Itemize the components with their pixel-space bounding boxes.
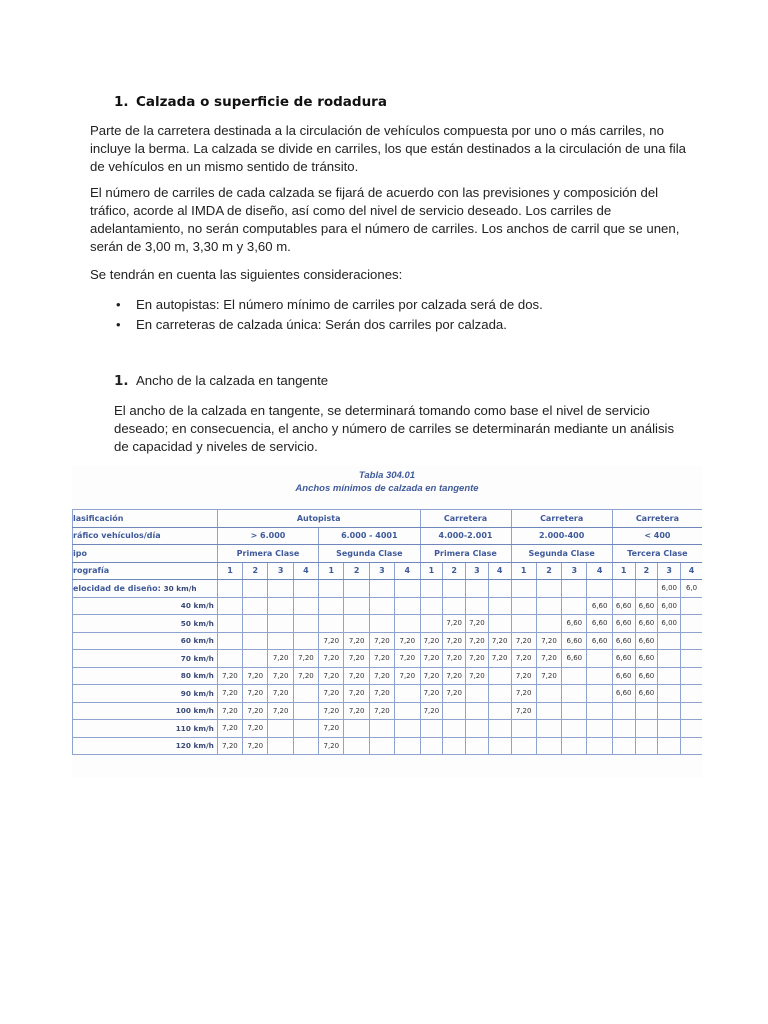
table-cell xyxy=(243,580,268,598)
table-row xyxy=(73,702,703,720)
table-cell xyxy=(612,702,635,720)
table-cell: 7,20 xyxy=(395,632,420,650)
orography-header: 3 xyxy=(562,562,587,580)
table-cell xyxy=(293,615,318,633)
table-cell xyxy=(635,720,658,738)
table-cell xyxy=(466,720,489,738)
table-row xyxy=(73,685,703,703)
speed-label xyxy=(73,632,218,650)
type-header: Primera Clase xyxy=(217,545,318,563)
table-cell xyxy=(658,667,681,685)
table-cell xyxy=(681,720,702,738)
table-cell xyxy=(488,702,511,720)
table-cell: 7,20 xyxy=(443,685,466,703)
table-cell: 7,20 xyxy=(243,737,268,755)
table-cell xyxy=(488,737,511,755)
widths-table xyxy=(72,509,702,755)
table-cell xyxy=(658,650,681,668)
table-cell: 7,20 xyxy=(420,702,443,720)
table-cell: 7,20 xyxy=(243,685,268,703)
type-header: Segunda Clase xyxy=(511,545,612,563)
table-cell: 7,20 xyxy=(369,632,394,650)
list-item-text: En carreteras de calzada única: Serán dos carriles por calzada. xyxy=(136,317,507,332)
table-cell xyxy=(488,597,511,615)
table-cell: 7,20 xyxy=(268,685,293,703)
table-cell: 7,20 xyxy=(293,667,318,685)
table-cell xyxy=(443,702,466,720)
table-cell xyxy=(681,597,702,615)
table-cell xyxy=(612,580,635,598)
table-cell xyxy=(562,667,587,685)
speed-label xyxy=(73,667,218,685)
table-cell xyxy=(587,685,612,703)
table-cell: 7,20 xyxy=(344,667,369,685)
table-cell xyxy=(488,720,511,738)
table-cell xyxy=(466,597,489,615)
table-cell xyxy=(536,580,561,598)
orography-header: 3 xyxy=(369,562,394,580)
table-row-classification xyxy=(73,510,703,528)
table-cell xyxy=(395,615,420,633)
table-row xyxy=(73,650,703,668)
table-cell: 7,20 xyxy=(511,685,536,703)
speed-value: 90 km/h xyxy=(180,688,214,698)
bullet-icon: • xyxy=(116,297,121,312)
table-cell xyxy=(217,597,242,615)
speed-value: 30 km/h xyxy=(163,583,197,593)
table-cell xyxy=(536,720,561,738)
bullet-icon: • xyxy=(116,317,121,332)
table-cell: 6,60 xyxy=(635,632,658,650)
table-cell: 6,60 xyxy=(612,650,635,668)
paragraph-width-tangent: El ancho de la calzada en tangente, se determinará tomando como base el nivel de servicio deseado; en consecuencia, el ancho y número de carriles se determinarán mediante un análisis de capacidad y niveles de servicio. xyxy=(114,403,675,454)
table-cell: 6,60 xyxy=(635,667,658,685)
table-cell: 7,20 xyxy=(319,720,344,738)
table-cell xyxy=(658,720,681,738)
table-cell: 7,20 xyxy=(466,615,489,633)
table-row xyxy=(73,597,703,615)
table-cell xyxy=(587,720,612,738)
table-cell xyxy=(395,685,420,703)
table-cell xyxy=(488,667,511,685)
table-cell: 7,20 xyxy=(319,667,344,685)
table-cell: 7,20 xyxy=(369,685,394,703)
table-cell xyxy=(217,580,242,598)
table-cell: 6,60 xyxy=(612,615,635,633)
table-cell xyxy=(466,737,489,755)
table-cell xyxy=(217,615,242,633)
table-cell xyxy=(488,615,511,633)
type-header: Segunda Clase xyxy=(319,545,420,563)
table-cell xyxy=(420,737,443,755)
table-cell xyxy=(466,702,489,720)
speed-value: 70 km/h xyxy=(180,653,214,663)
table-cell xyxy=(420,580,443,598)
table-cell xyxy=(681,632,702,650)
table-cell: 7,20 xyxy=(319,685,344,703)
type-header: Primera Clase xyxy=(420,545,511,563)
table-cell xyxy=(562,720,587,738)
table-cell xyxy=(635,737,658,755)
traffic-header: 6.000 - 4001 xyxy=(319,527,420,545)
paragraph-considerations: Se tendrán en cuenta las siguientes consideraciones: xyxy=(90,267,403,282)
table-cell: 7,20 xyxy=(536,632,561,650)
table-cell xyxy=(395,702,420,720)
table-cell xyxy=(681,615,702,633)
orography-header: 1 xyxy=(319,562,344,580)
subsection-title: Ancho de la calzada en tangente xyxy=(136,373,329,388)
considerations-list xyxy=(114,296,543,336)
table-cell: 7,20 xyxy=(217,685,242,703)
paragraph-definition: Parte de la carretera destinada a la circulación de vehículos compuesta por uno o más carriles, no incluye la berma. La calzada se divide en carriles, los que están destinados a la circulación de una fila de vehículos en un mismo sentido de tránsito. xyxy=(90,123,686,174)
table-cell: 7,20 xyxy=(319,632,344,650)
orography-header: 1 xyxy=(612,562,635,580)
table-cell: 6,60 xyxy=(635,597,658,615)
table-cell: 6,0 xyxy=(681,580,702,598)
table-cell: 7,20 xyxy=(319,737,344,755)
class-header: Carretera xyxy=(612,510,702,528)
table-cell: 7,20 xyxy=(466,667,489,685)
orography-header: 4 xyxy=(488,562,511,580)
table-cell xyxy=(511,720,536,738)
orography-header: 1 xyxy=(511,562,536,580)
table-cell xyxy=(268,597,293,615)
table-cell: 7,20 xyxy=(369,702,394,720)
table-cell xyxy=(443,737,466,755)
table-cell xyxy=(562,580,587,598)
table-cell: 7,20 xyxy=(268,650,293,668)
table-cell xyxy=(536,685,561,703)
list-item xyxy=(114,296,543,316)
table-cell xyxy=(319,615,344,633)
table-cell xyxy=(217,650,242,668)
table-cell: 6,60 xyxy=(612,597,635,615)
table-cell: 7,20 xyxy=(536,650,561,668)
class-header: Carretera xyxy=(511,510,612,528)
table-cell xyxy=(635,702,658,720)
speed-value: 100 km/h xyxy=(175,706,214,716)
table-cell xyxy=(658,702,681,720)
table-cell: 6,60 xyxy=(587,632,612,650)
table-cell xyxy=(243,615,268,633)
table-cell xyxy=(268,737,293,755)
speed-label xyxy=(73,685,218,703)
section-heading xyxy=(114,94,387,110)
table-cell xyxy=(562,597,587,615)
table-cell: 7,20 xyxy=(217,720,242,738)
orography-header: 4 xyxy=(587,562,612,580)
table-cell xyxy=(293,685,318,703)
speed-value: 110 km/h xyxy=(175,723,214,733)
table-cell: 6,60 xyxy=(587,615,612,633)
table-cell xyxy=(268,615,293,633)
table-cell xyxy=(612,737,635,755)
table-cell: 7,20 xyxy=(511,650,536,668)
traffic-header: < 400 xyxy=(612,527,702,545)
traffic-header: 2.000-400 xyxy=(511,527,612,545)
table-cell: 7,20 xyxy=(217,667,242,685)
table-cell: 7,20 xyxy=(319,650,344,668)
orography-header: 2 xyxy=(344,562,369,580)
table-cell xyxy=(268,580,293,598)
table-cell xyxy=(681,737,702,755)
table-cell: 7,20 xyxy=(466,632,489,650)
table-cell xyxy=(562,685,587,703)
table-cell xyxy=(658,737,681,755)
table-cell: 7,20 xyxy=(217,702,242,720)
table-image xyxy=(72,466,702,778)
table-cell: 6,60 xyxy=(635,650,658,668)
table-cell xyxy=(344,720,369,738)
table-cell xyxy=(243,597,268,615)
table-cell: 7,20 xyxy=(443,632,466,650)
table-cell: 7,20 xyxy=(443,615,466,633)
table-cell xyxy=(511,737,536,755)
table-cell xyxy=(536,615,561,633)
table-cell: 7,20 xyxy=(344,632,369,650)
table-cell xyxy=(587,667,612,685)
orography-header: 1 xyxy=(420,562,443,580)
table-cell xyxy=(562,737,587,755)
table-cell xyxy=(681,685,702,703)
speed-value: 40 km/h xyxy=(180,601,214,611)
orography-header: 2 xyxy=(635,562,658,580)
row-label-classification: lasificación xyxy=(73,510,218,528)
table-cell: 7,20 xyxy=(488,632,511,650)
table-cell xyxy=(587,580,612,598)
speed-value: 50 km/h xyxy=(180,618,214,628)
table-cell: 7,20 xyxy=(420,685,443,703)
table-cell xyxy=(293,580,318,598)
table-cell xyxy=(635,580,658,598)
table-cell: 6,60 xyxy=(612,667,635,685)
table-cell: 6,60 xyxy=(587,597,612,615)
table-cell xyxy=(511,615,536,633)
table-cell xyxy=(511,580,536,598)
speed-label xyxy=(73,702,218,720)
table-cell: 7,20 xyxy=(488,650,511,668)
table-cell: 7,20 xyxy=(420,667,443,685)
table-cell: 6,60 xyxy=(562,632,587,650)
table-cell xyxy=(369,580,394,598)
table-cell: 7,20 xyxy=(443,650,466,668)
table-cell xyxy=(369,720,394,738)
table-cell xyxy=(217,632,242,650)
table-cell xyxy=(587,650,612,668)
table-cell: 7,20 xyxy=(243,702,268,720)
table-row xyxy=(73,720,703,738)
table-cell xyxy=(443,597,466,615)
table-cell xyxy=(536,597,561,615)
orography-header: 3 xyxy=(268,562,293,580)
table-cell xyxy=(612,720,635,738)
table-cell xyxy=(443,720,466,738)
table-cell xyxy=(243,650,268,668)
table-cell: 7,20 xyxy=(511,667,536,685)
orography-header: 2 xyxy=(443,562,466,580)
table-cell xyxy=(344,580,369,598)
list-item xyxy=(114,316,543,336)
table-cell xyxy=(587,737,612,755)
speed-value: 60 km/h xyxy=(180,636,214,646)
table-cell: 7,20 xyxy=(293,650,318,668)
table-cell: 6,60 xyxy=(612,685,635,703)
table-cell xyxy=(395,737,420,755)
table-cell: 6,60 xyxy=(562,615,587,633)
orography-header: 1 xyxy=(217,562,242,580)
speed-label xyxy=(73,720,218,738)
orography-header: 3 xyxy=(466,562,489,580)
table-cell: 7,20 xyxy=(511,632,536,650)
table-cell: 7,20 xyxy=(466,650,489,668)
table-cell xyxy=(319,597,344,615)
table-row-type xyxy=(73,545,703,563)
speed-value: 80 km/h xyxy=(180,671,214,681)
table-cell xyxy=(293,597,318,615)
table-cell xyxy=(536,702,561,720)
table-cell xyxy=(293,737,318,755)
table-cell: 7,20 xyxy=(217,737,242,755)
orography-header: 3 xyxy=(658,562,681,580)
speed-label xyxy=(73,580,218,598)
table-cell xyxy=(268,632,293,650)
paragraph-lane-count: El número de carriles de cada calzada se fijará de acuerdo con las previsiones y composición del tráfico, acorde al IMDA de diseño, así como del nivel de servicio deseado. Los carriles de adelantamiento, no serán computables para el número de carriles. Los anchos de carril que se unen, serán de 3,00 m, 3,30 m y 3,60 m. xyxy=(90,185,680,254)
speed-label xyxy=(73,650,218,668)
table-cell: 7,20 xyxy=(511,702,536,720)
section-title: Calzada o superficie de rodadura xyxy=(136,94,387,110)
table-cell: 7,20 xyxy=(369,667,394,685)
type-header: Tercera Clase xyxy=(612,545,702,563)
table-cell xyxy=(344,597,369,615)
table-cell: 7,20 xyxy=(395,650,420,668)
table-cell: 7,20 xyxy=(420,650,443,668)
table-row xyxy=(73,667,703,685)
table-cell xyxy=(488,685,511,703)
table-cell: 7,20 xyxy=(268,702,293,720)
speed-label xyxy=(73,615,218,633)
class-header: Autopista xyxy=(217,510,420,528)
table-row-traffic xyxy=(73,527,703,545)
table-cell: 6,00 xyxy=(658,597,681,615)
table-row xyxy=(73,580,703,598)
table-cell xyxy=(395,597,420,615)
table-cell xyxy=(319,580,344,598)
table-cell: 6,00 xyxy=(658,580,681,598)
table-cell: 7,20 xyxy=(443,667,466,685)
row-label-traffic: ráfico vehículos/día xyxy=(73,527,218,545)
table-cell xyxy=(658,685,681,703)
orography-header: 2 xyxy=(243,562,268,580)
table-cell: 7,20 xyxy=(344,685,369,703)
table-cell xyxy=(293,702,318,720)
table-cell xyxy=(369,597,394,615)
traffic-header: > 6.000 xyxy=(217,527,318,545)
table-cell: 7,20 xyxy=(536,667,561,685)
table-cell: 7,20 xyxy=(369,650,394,668)
table-cell xyxy=(369,615,394,633)
speed-label xyxy=(73,737,218,755)
table-cell xyxy=(268,720,293,738)
table-cell xyxy=(681,650,702,668)
table-cell xyxy=(420,597,443,615)
table-caption-title: Anchos mínimos de calzada en tangente xyxy=(295,483,479,494)
table-cell: 6,60 xyxy=(635,615,658,633)
table-cell xyxy=(420,720,443,738)
table-cell: 6,00 xyxy=(658,615,681,633)
table-cell xyxy=(443,580,466,598)
table-cell: 6,60 xyxy=(562,650,587,668)
subsection-heading xyxy=(114,373,328,389)
table-cell xyxy=(395,580,420,598)
speed-label xyxy=(73,597,218,615)
table-cell xyxy=(293,720,318,738)
table-cell: 7,20 xyxy=(420,632,443,650)
table-cell xyxy=(536,737,561,755)
table-cell xyxy=(562,702,587,720)
table-cell xyxy=(466,580,489,598)
table-cell xyxy=(488,580,511,598)
speed-value: 120 km/h xyxy=(175,741,214,751)
traffic-header: 4.000-2.001 xyxy=(420,527,511,545)
orography-header: 2 xyxy=(536,562,561,580)
orography-header: 4 xyxy=(293,562,318,580)
table-cell xyxy=(681,667,702,685)
table-cell: 6,60 xyxy=(635,685,658,703)
orography-header: 4 xyxy=(681,562,702,580)
table-row-orography xyxy=(73,562,703,580)
table-cell xyxy=(344,615,369,633)
table-cell xyxy=(466,685,489,703)
table-cell: 7,20 xyxy=(243,667,268,685)
table-cell xyxy=(511,597,536,615)
table-cell xyxy=(658,632,681,650)
table-cell xyxy=(681,702,702,720)
table-row xyxy=(73,632,703,650)
row-label-orography: rografía xyxy=(73,562,218,580)
row-label-design-speed: elocidad de diseño: xyxy=(73,583,164,593)
class-header: Carretera xyxy=(420,510,511,528)
table-cell xyxy=(369,737,394,755)
table-row xyxy=(73,615,703,633)
table-cell xyxy=(243,632,268,650)
table-cell: 7,20 xyxy=(243,720,268,738)
table-cell: 7,20 xyxy=(268,667,293,685)
table-cell xyxy=(395,720,420,738)
table-cell: 7,20 xyxy=(344,702,369,720)
list-item-text: En autopistas: El número mínimo de carriles por calzada será de dos. xyxy=(136,297,543,312)
table-cell xyxy=(344,737,369,755)
table-cell xyxy=(420,615,443,633)
table-row xyxy=(73,737,703,755)
table-caption-number: Tabla 304.01 xyxy=(358,470,416,481)
table-cell xyxy=(587,702,612,720)
orography-header: 4 xyxy=(395,562,420,580)
table-cell xyxy=(293,632,318,650)
table-cell: 7,20 xyxy=(395,667,420,685)
section-number: 1. xyxy=(114,94,129,110)
row-label-type: ipo xyxy=(73,545,218,563)
table-cell: 7,20 xyxy=(319,702,344,720)
table-cell: 7,20 xyxy=(344,650,369,668)
subsection-number: 1. xyxy=(114,373,129,389)
table-cell: 6,60 xyxy=(612,632,635,650)
